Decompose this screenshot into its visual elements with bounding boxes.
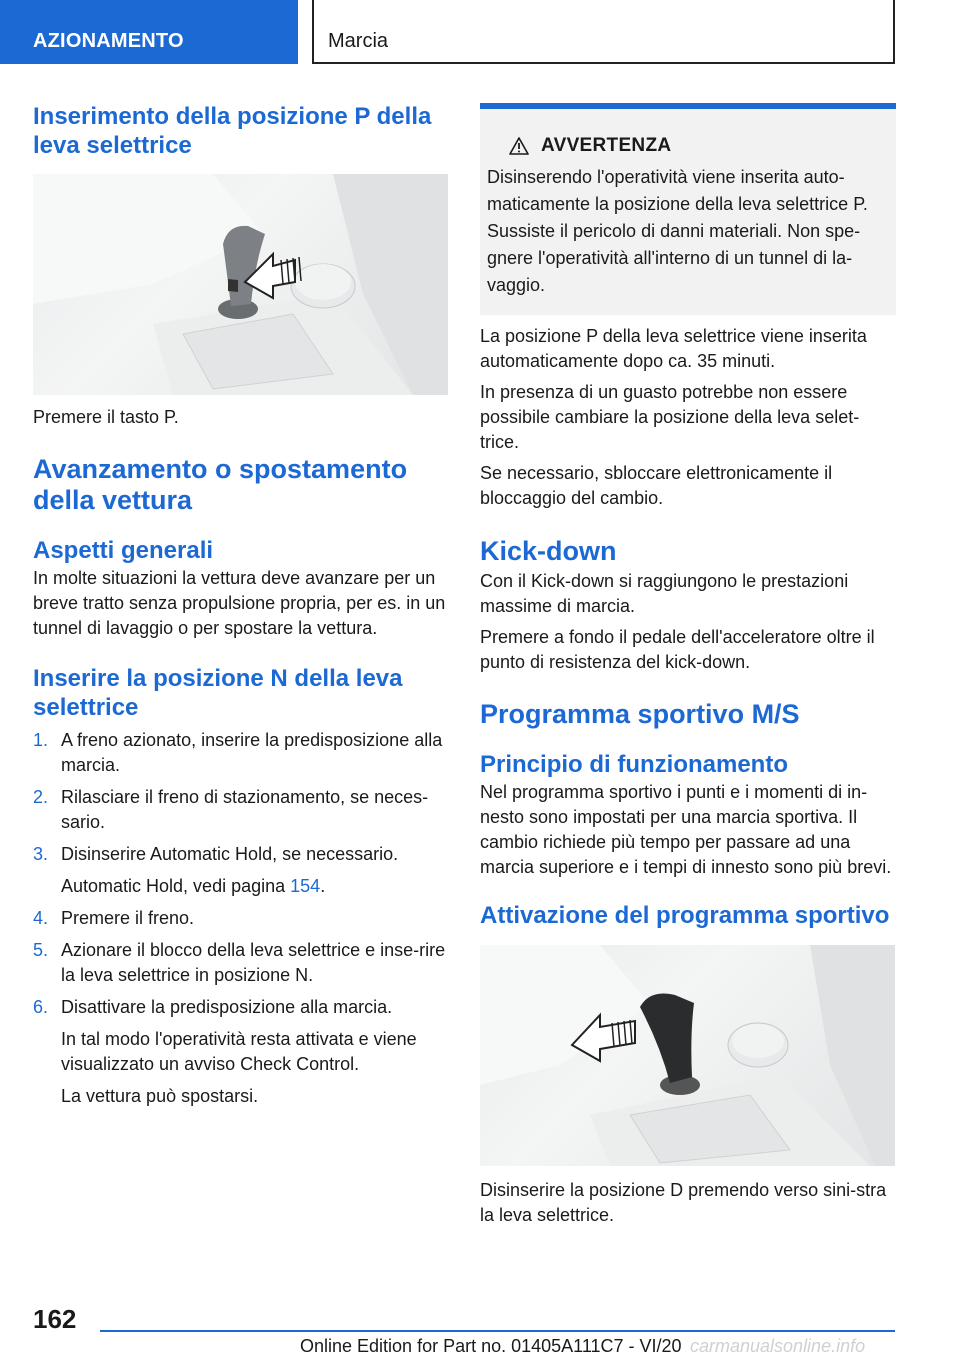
list-item <box>33 938 449 988</box>
paragraph-auto-park: La posizione P della leva selettrice viene inserita automaticamente dopo ca. 35 minuti. <box>480 326 867 371</box>
step-text: Disattivare la predisposizione alla marcia. <box>61 997 393 1017</box>
heading-moving-vehicle: Avanzamento o spostamento della vettura <box>33 454 408 515</box>
list-item <box>33 785 449 835</box>
right-column <box>480 103 896 1228</box>
figure2-caption: Disinserire la posizione D premendo verso sini-stra la leva selettrice. <box>480 1180 887 1225</box>
paragraph-fault: In presenza di un guasto potrebbe non essere possibile cambiare la posizione della leva selet-trice. <box>480 382 860 452</box>
step-text: Disinserire Automatic Hold, se necessario. <box>61 844 399 864</box>
step3-note-suffix: . <box>320 876 326 896</box>
page-number: 162 <box>33 1304 77 1334</box>
step-text: Azionare il blocco della leva selettrice e inse-rire la leva selettrice in posizione N. <box>61 940 446 985</box>
list-item <box>33 995 449 1020</box>
general-aspects-text: In molte situazioni la vettura deve avanzare per un breve tratto senza propulsione propria, per es. in un tunnel di lavaggio o per spostare la vettura. <box>33 568 446 638</box>
step-text: A freno azionato, inserire la predisposizione alla marcia. <box>61 730 443 775</box>
list-item <box>33 842 449 867</box>
step-number: 1. <box>33 730 49 750</box>
figure-sport-selector <box>480 945 895 1166</box>
heading-park-position: Inserimento della posizione P della leva selettrice <box>33 103 432 159</box>
header-chapter-title: Marcia <box>312 0 895 64</box>
figure1-caption: Premere il tasto P. <box>33 407 179 427</box>
footer-divider <box>100 1330 895 1332</box>
header-section-tab: AZIONAMENTO <box>0 0 298 64</box>
kick-down-text-2: Premere a fondo il pedale dell'acceleratore oltre il punto di resistenza del kick-down. <box>480 627 875 672</box>
figure-park-button <box>33 174 448 395</box>
list-item <box>33 728 449 778</box>
list-item <box>33 906 449 931</box>
heading-principle: Principio di funzionamento <box>480 751 788 778</box>
left-column <box>33 100 449 1109</box>
neutral-steps-list <box>33 728 449 867</box>
step-number: 4. <box>33 908 49 928</box>
heading-general-aspects: Aspetti generali <box>33 537 214 564</box>
step3-note-text: Automatic Hold, vedi pagina <box>61 876 291 896</box>
step-number: 2. <box>33 787 49 807</box>
step3-note <box>33 874 449 899</box>
heading-neutral-position: Inserire la posizione N della leva selettrice <box>33 665 403 721</box>
gear-selector-illustration-2 <box>480 945 895 1166</box>
page-link-154[interactable]: 154 <box>290 876 321 896</box>
warning-box <box>480 103 896 315</box>
step-text: Premere il freno. <box>61 908 195 928</box>
step6-note-1: In tal modo l'operatività resta attivata e viene visualizzato un avviso Check Control. <box>61 1029 417 1074</box>
warning-text: Disinserendo l'operatività viene inserita auto-maticamente la posizione della leva selettrice P. Sussiste il pericolo di danni materiali. Non spe-gnere l'operatività all'interno di un tunnel di la-vaggio. <box>487 167 868 295</box>
watermark-text: carmanualsonline.info <box>690 1336 866 1356</box>
step-number: 5. <box>33 940 49 960</box>
warning-title <box>509 135 888 157</box>
warning-title-text: AVVERTENZA <box>541 135 672 156</box>
kick-down-text-1: Con il Kick-down si raggiungono le prestazioni massime di marcia. <box>480 571 849 616</box>
principle-text: Nel programma sportivo i punti e i momenti di in-nesto sono impostati per una marcia sportiva. Il cambio richiede più tempo per passare ad una marcia superiore e i tempi di innesto sono più brevi. <box>480 782 892 877</box>
heading-activate-sport: Attivazione del programma sportivo <box>480 902 890 929</box>
heading-kick-down: Kick-down <box>480 536 617 566</box>
gear-selector-illustration-1 <box>33 174 448 395</box>
step-number: 3. <box>33 844 49 864</box>
neutral-steps-list-cont <box>33 906 449 1020</box>
warning-triangle-icon <box>509 137 529 155</box>
step-number: 6. <box>33 997 49 1017</box>
footer-edition-text: Online Edition for Part no. 01405A111C7 - VI/20 <box>300 1336 682 1356</box>
step6-note-2: La vettura può spostarsi. <box>61 1086 259 1106</box>
step-text: Rilasciare il freno di stazionamento, se neces-sario. <box>61 787 429 832</box>
paragraph-unlock: Se necessario, sbloccare elettronicamente il bloccaggio del cambio. <box>480 463 833 508</box>
heading-sport-program: Programma sportivo M/S <box>480 699 800 729</box>
